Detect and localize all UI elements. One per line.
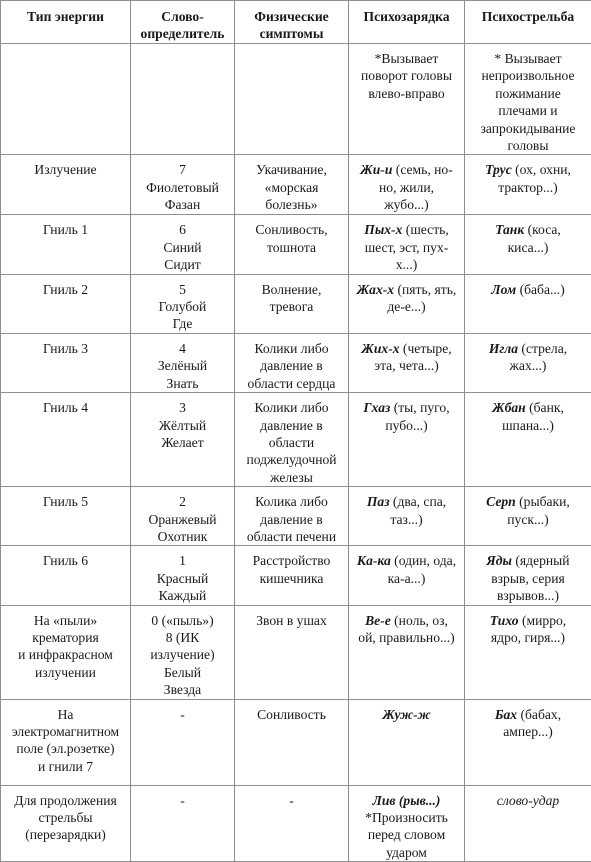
- cell-energy-type: [1, 274, 131, 333]
- cell-line: 7: [137, 161, 228, 178]
- cell-line: Фазан: [137, 196, 228, 213]
- header-row: [1, 1, 591, 44]
- cell-line: поле (эл.розетке): [7, 740, 124, 757]
- cell-line: киса...): [471, 239, 585, 256]
- cell-line: Гниль 5: [7, 493, 124, 510]
- cell-line: области печени: [241, 528, 342, 545]
- cell-energy-type: [1, 333, 131, 392]
- cell-line: ампер...): [471, 723, 585, 740]
- keyword-text: Жах-х: [357, 282, 394, 297]
- cell-line: запрокидывание: [471, 120, 585, 137]
- header-cell-symptoms: [235, 1, 349, 44]
- cell-word: [131, 333, 235, 392]
- cell-line: Фиолетовый: [137, 179, 228, 196]
- keyword-text: Серп: [486, 494, 516, 509]
- cell-line: трактор...): [471, 179, 585, 196]
- cell-line: (два, спа,: [390, 494, 447, 509]
- cell-word: [131, 44, 235, 155]
- cell-psycho-charge: [349, 155, 465, 215]
- cell-line: Сонливость,: [241, 221, 342, 238]
- cell-word: [131, 393, 235, 487]
- cell-psycho-charge: [349, 333, 465, 392]
- cell-line: -: [241, 792, 342, 809]
- cell-first-line: [471, 612, 585, 629]
- table-row: [1, 785, 591, 862]
- cell-line: болезнь»: [241, 196, 342, 213]
- cell-line: давление в: [241, 417, 342, 434]
- cell-psycho-shot: [465, 274, 591, 333]
- keyword-text: Лив (рыв...): [373, 793, 441, 808]
- cell-symptoms: [235, 274, 349, 333]
- cell-line: непроизвольное: [471, 67, 585, 84]
- cell-line: Зелёный: [137, 357, 228, 374]
- cell-line: ядро, гиря...): [471, 629, 585, 646]
- cell-line: На «пыли»: [7, 612, 124, 629]
- cell-line: Звон в ушах: [241, 612, 342, 629]
- cell-line: (ноль, оз,: [391, 613, 448, 628]
- cell-symptoms: [235, 393, 349, 487]
- cell-first-line: [471, 552, 585, 569]
- cell-first-line: [355, 281, 458, 298]
- cell-psycho-shot: [465, 333, 591, 392]
- cell-line: но, жили,: [355, 179, 458, 196]
- cell-line: головы: [471, 137, 585, 154]
- cell-line: х...): [355, 256, 458, 273]
- cell-first-line: [355, 399, 458, 416]
- keyword-text: Яды: [486, 553, 512, 568]
- cell-line: 1: [137, 552, 228, 569]
- cell-line: шпана...): [471, 417, 585, 434]
- cell-word: [131, 487, 235, 546]
- cell-energy-type: [1, 546, 131, 605]
- cell-first-line: [355, 706, 458, 723]
- cell-first-line: [355, 221, 458, 238]
- cell-symptoms: [235, 546, 349, 605]
- cell-line: Гниль 6: [7, 552, 124, 569]
- cell-first-line: [355, 552, 458, 569]
- cell-line: Расстройство: [241, 552, 342, 569]
- cell-line: (коса,: [524, 222, 561, 237]
- cell-line: Гниль 2: [7, 281, 124, 298]
- cell-first-line: [471, 706, 585, 723]
- cell-first-line: [471, 399, 585, 416]
- keyword-text: Ка-ка: [357, 553, 391, 568]
- cell-first-line: [355, 161, 458, 178]
- header-text: симптомы: [241, 25, 342, 42]
- cell-line: (ох, охни,: [512, 162, 571, 177]
- cell-line: давление в: [241, 357, 342, 374]
- cell-line: плечами и: [471, 102, 585, 119]
- cell-psycho-charge: [349, 44, 465, 155]
- cell-line: ударом: [355, 844, 458, 861]
- cell-energy-type: [1, 155, 131, 215]
- keyword-text: Жуж-ж: [382, 707, 430, 722]
- cell-symptoms: [235, 785, 349, 862]
- cell-line: слово-удар: [471, 792, 585, 809]
- cell-psycho-shot: [465, 785, 591, 862]
- cell-line: Сонливость: [241, 706, 342, 723]
- table-row: [1, 333, 591, 392]
- cell-symptoms: [235, 699, 349, 785]
- cell-line: Где: [137, 315, 228, 332]
- cell-symptoms: [235, 487, 349, 546]
- cell-line: (семь, но-: [392, 162, 452, 177]
- cell-line: пожимание: [471, 85, 585, 102]
- keyword-text: Жбан: [492, 400, 526, 415]
- cell-line: Гниль 3: [7, 340, 124, 357]
- cell-psycho-shot: [465, 487, 591, 546]
- cell-line: жах...): [471, 357, 585, 374]
- header-text: Слово-: [137, 8, 228, 25]
- cell-energy-type: [1, 785, 131, 862]
- cell-psycho-charge: [349, 699, 465, 785]
- cell-word: [131, 215, 235, 274]
- cell-line: железы: [241, 469, 342, 486]
- cell-line: таз...): [355, 511, 458, 528]
- cell-line: Гниль 1: [7, 221, 124, 238]
- cell-line: Белый: [137, 664, 228, 681]
- cell-line: Голубой: [137, 298, 228, 315]
- cell-line: 4: [137, 340, 228, 357]
- cell-psycho-charge: [349, 605, 465, 699]
- cell-line: области сердца: [241, 375, 342, 392]
- cell-line: (мирро,: [519, 613, 567, 628]
- keyword-text: Тихо: [490, 613, 519, 628]
- header-cell-type: [1, 1, 131, 44]
- cell-psycho-shot: [465, 393, 591, 487]
- header-text: Психострельба: [471, 8, 585, 25]
- cell-psycho-shot: [465, 155, 591, 215]
- cell-line: области: [241, 434, 342, 451]
- cell-energy-type: [1, 605, 131, 699]
- cell-line: тошнота: [241, 239, 342, 256]
- cell-energy-type: [1, 44, 131, 155]
- cell-line: ка-а...): [355, 570, 458, 587]
- keyword-text: Паз: [367, 494, 390, 509]
- cell-first-line: [355, 493, 458, 510]
- keyword-text: Ве-е: [365, 613, 391, 628]
- cell-line: (бабах,: [517, 707, 561, 722]
- cell-line: 3: [137, 399, 228, 416]
- cell-line: Жёлтый: [137, 417, 228, 434]
- header-text: Психозарядка: [355, 8, 458, 25]
- cell-first-line: [471, 340, 585, 357]
- cell-line: Для продолжения: [7, 792, 124, 809]
- cell-psycho-charge: [349, 546, 465, 605]
- cell-line: жубо...): [355, 196, 458, 213]
- cell-energy-type: [1, 215, 131, 274]
- cell-line: (один, ода,: [391, 553, 456, 568]
- cell-line: перед словом: [355, 826, 458, 843]
- cell-line: Оранжевый: [137, 511, 228, 528]
- header-text: Физические: [241, 8, 342, 25]
- cell-first-line: [471, 161, 585, 178]
- keyword-text: Лом: [491, 282, 516, 297]
- cell-line: 6: [137, 221, 228, 238]
- cell-line: (пять, ять,: [394, 282, 456, 297]
- cell-psycho-charge: [349, 785, 465, 862]
- cell-line: Каждый: [137, 587, 228, 604]
- cell-energy-type: [1, 393, 131, 487]
- header-cell-charge: [349, 1, 465, 44]
- table-body: [1, 1, 591, 862]
- cell-line: 8 (ИК: [137, 629, 228, 646]
- cell-line: стрельбы: [7, 809, 124, 826]
- cell-line: Охотник: [137, 528, 228, 545]
- cell-line: электромагнитном: [7, 723, 124, 740]
- keyword-text: Пых-х: [364, 222, 402, 237]
- cell-psycho-charge: [349, 487, 465, 546]
- cell-line: и инфракрасном: [7, 646, 124, 663]
- cell-line: (рыбаки,: [516, 494, 570, 509]
- keyword-text: Бах: [495, 707, 517, 722]
- cell-line: кишечника: [241, 570, 342, 587]
- cell-line: (ты, пуго,: [390, 400, 449, 415]
- cell-line: Колика либо: [241, 493, 342, 510]
- header-cell-shot: [465, 1, 591, 44]
- table-row: [1, 44, 591, 155]
- cell-line: шест, эст, пух-: [355, 239, 458, 256]
- cell-line: влево-вправо: [355, 85, 458, 102]
- cell-line: 0 («пыль»): [137, 612, 228, 629]
- table-row: [1, 393, 591, 487]
- cell-line: ой, правильно...): [355, 629, 458, 646]
- cell-line: Синий: [137, 239, 228, 256]
- cell-line: (стрела,: [518, 341, 567, 356]
- cell-line: (баба...): [516, 282, 565, 297]
- cell-line: (шесть,: [402, 222, 448, 237]
- cell-line: крематория: [7, 629, 124, 646]
- cell-first-line: [471, 221, 585, 238]
- keyword-text: Жих-х: [361, 341, 399, 356]
- table-row: [1, 546, 591, 605]
- cell-word: [131, 274, 235, 333]
- cell-psycho-charge: [349, 393, 465, 487]
- header-text: Тип энергии: [7, 8, 124, 25]
- cell-line: На: [7, 706, 124, 723]
- cell-line: поворот головы: [355, 67, 458, 84]
- table-row: [1, 487, 591, 546]
- cell-symptoms: [235, 333, 349, 392]
- cell-first-line: [471, 281, 585, 298]
- cell-line: (перезарядки): [7, 826, 124, 843]
- cell-word: [131, 699, 235, 785]
- table-row: [1, 155, 591, 215]
- cell-word: [131, 155, 235, 215]
- cell-psycho-shot: [465, 546, 591, 605]
- cell-symptoms: [235, 155, 349, 215]
- cell-line: Сидит: [137, 256, 228, 273]
- table-row: [1, 605, 591, 699]
- keyword-text: Игла: [489, 341, 518, 356]
- cell-line: пубо...): [355, 417, 458, 434]
- keyword-text: Танк: [495, 222, 524, 237]
- header-text: определитель: [137, 25, 228, 42]
- cell-line: Колики либо: [241, 340, 342, 357]
- cell-line: * Вызывает: [471, 50, 585, 67]
- cell-line: пуск...): [471, 511, 585, 528]
- cell-psycho-charge: [349, 274, 465, 333]
- cell-first-line: [355, 792, 458, 809]
- cell-symptoms: [235, 44, 349, 155]
- cell-line: взрыв, серия: [471, 570, 585, 587]
- cell-energy-type: [1, 699, 131, 785]
- cell-first-line: [471, 493, 585, 510]
- cell-line: Желает: [137, 434, 228, 451]
- cell-first-line: [355, 612, 458, 629]
- cell-psycho-shot: [465, 605, 591, 699]
- table-row: [1, 274, 591, 333]
- cell-line: -: [137, 706, 228, 723]
- cell-line: тревога: [241, 298, 342, 315]
- cell-line: Волнение,: [241, 281, 342, 298]
- cell-line: Красный: [137, 570, 228, 587]
- cell-line: де-е...): [355, 298, 458, 315]
- cell-line: Колики либо: [241, 399, 342, 416]
- cell-line: (четыре,: [400, 341, 452, 356]
- cell-line: *Вызывает: [355, 50, 458, 67]
- cell-line: *Произносить: [355, 809, 458, 826]
- cell-line: излучении: [7, 664, 124, 681]
- cell-word: [131, 785, 235, 862]
- cell-psycho-charge: [349, 215, 465, 274]
- cell-psycho-shot: [465, 44, 591, 155]
- cell-line: Звезда: [137, 681, 228, 698]
- cell-line: 2: [137, 493, 228, 510]
- cell-first-line: [355, 340, 458, 357]
- cell-line: Укачивание,: [241, 161, 342, 178]
- cell-line: 5: [137, 281, 228, 298]
- cell-line: и гнили 7: [7, 758, 124, 775]
- cell-symptoms: [235, 215, 349, 274]
- cell-line: взрывов...): [471, 587, 585, 604]
- cell-symptoms: [235, 605, 349, 699]
- header-cell-word: [131, 1, 235, 44]
- cell-line: поджелудочной: [241, 451, 342, 468]
- cell-energy-type: [1, 487, 131, 546]
- cell-line: (ядерный: [512, 553, 570, 568]
- cell-line: Гниль 4: [7, 399, 124, 416]
- cell-line: (банк,: [526, 400, 564, 415]
- table-row: [1, 699, 591, 785]
- cell-line: -: [137, 792, 228, 809]
- cell-word: [131, 546, 235, 605]
- cell-line: «морская: [241, 179, 342, 196]
- table-row: [1, 215, 591, 274]
- keyword-text: Трус: [485, 162, 512, 177]
- keyword-text: Гхаз: [363, 400, 390, 415]
- cell-line: эта, чета...): [355, 357, 458, 374]
- cell-psycho-shot: [465, 215, 591, 274]
- cell-line: давление в: [241, 511, 342, 528]
- cell-line: Излучение: [7, 161, 124, 178]
- cell-word: [131, 605, 235, 699]
- cell-line: Знать: [137, 375, 228, 392]
- cell-line: излучение): [137, 646, 228, 663]
- cell-psycho-shot: [465, 699, 591, 785]
- keyword-text: Жи-и: [360, 162, 392, 177]
